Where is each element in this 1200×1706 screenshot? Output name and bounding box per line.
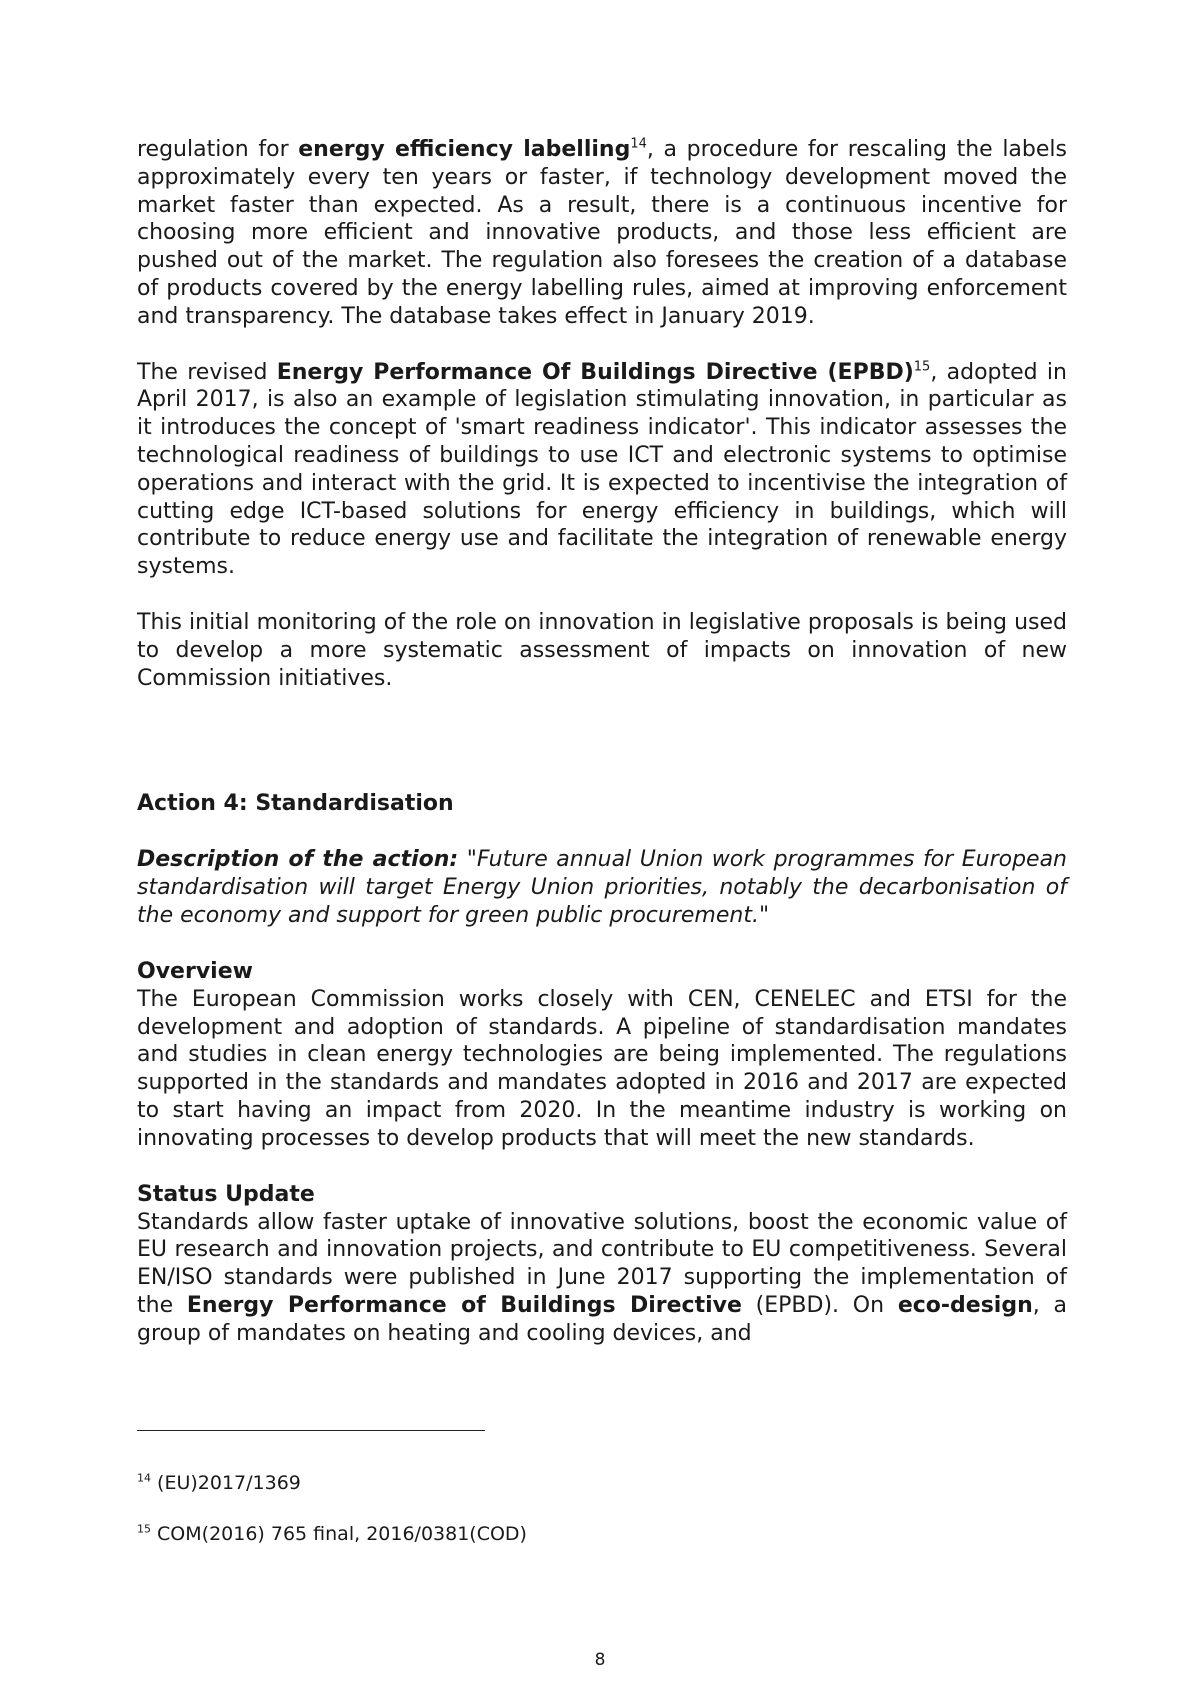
action-heading: Action 4: Standardisation xyxy=(137,791,454,817)
overview-heading: Overview xyxy=(137,958,253,984)
text-run: , a procedure for rescaling the labels approximately every ten years or faster, if technology development moved the market faster than expected. As a result, there is a continuous incentive for choosing more efficient and innovative products, and those less efficient are pushed out of the market. The regulation also foresees the creation of a database of products covered by the energy labelling rules, aimed at improving enforcement and transparency. The database takes effect in January 2019. xyxy=(137,137,1067,329)
footnote-number: 15 xyxy=(137,1522,151,1536)
description-label: Description of the action: xyxy=(137,847,459,873)
text-run: , adopted in April 2017, is also an example of legislation stimulating innovation, in particular as it introduces the concept of 'smart readiness indicator'. This indicator assesses the technological readiness of buildings to use ICT and electronic systems to optimise operations and interact with the grid. It is expected to incentivise the integration of cutting edge ICT-based solutions for energy efficiency in buildings, which will contribute to reduce energy use and facilitate the integration of renewable energy systems. xyxy=(137,359,1067,580)
status-heading: Status Update xyxy=(137,1181,315,1207)
paragraph-overview: The European Commission works closely with CEN, CENELEC and ETSI for the development and adoption of standards. A pipeline of standardisation mandates and studies in clean energy technologies are being implemented. The regulations supported in the standards and mandates adopted in 2016 and 2017 are expected to start having an impact from 2020. In the meantime industry is working on innovating processes to develop products that will meet the new standards. xyxy=(137,986,1067,1151)
footnote-15 xyxy=(137,1522,527,1546)
footnote-14 xyxy=(137,1471,301,1495)
text-run: regulation for xyxy=(137,137,299,162)
footnote-text: COM(2016) 765 final, 2016/0381(COD) xyxy=(151,1523,527,1545)
bold-term: Energy Performance Of Buildings Directive (EPBD) xyxy=(276,359,914,385)
bold-term: energy efficiency labelling xyxy=(298,137,631,162)
bold-term: Energy Performance of Buildings Directive xyxy=(186,1292,742,1318)
paragraph-epbd xyxy=(137,359,1067,581)
footnote-ref-15[interactable]: 15 xyxy=(913,359,931,375)
paragraph-description xyxy=(137,846,1067,929)
bold-term: eco-design xyxy=(897,1292,1033,1318)
paragraph-monitoring: This initial monitoring of the role on innovation in legislative proposals is being used to develop a more systematic assessment of impacts on innovation of new Commission initiatives. xyxy=(137,609,1067,691)
text-run: The revised xyxy=(137,359,277,385)
footnote-divider xyxy=(137,1430,485,1431)
paragraph-status xyxy=(137,1209,1067,1348)
footnote-text: (EU)2017/1369 xyxy=(151,1472,301,1494)
text-run: Standards allow faster uptake of innovative solutions, boost the economic value of EU research and innovation projects, and contribute to EU competitiveness. Several EN/ISO standards were published in June 2017 supporting the implementation of the xyxy=(137,1209,1067,1318)
footnote-ref-14[interactable]: 14 xyxy=(630,136,647,152)
footnote-number: 14 xyxy=(137,1471,151,1485)
text-run: (EPBD). On xyxy=(741,1292,898,1318)
paragraph-energy-labelling xyxy=(137,136,1067,331)
description-text: "Future annual Union work programmes for European standardisation will target Energy Union priorities, notably the decarbonisation of the economy and support for green public procurement." xyxy=(137,847,1067,928)
text-run: , a group of mandates on heating and cooling devices, and xyxy=(137,1292,1067,1346)
page-number: 8 xyxy=(594,1650,606,1670)
page-body xyxy=(137,136,1067,1348)
